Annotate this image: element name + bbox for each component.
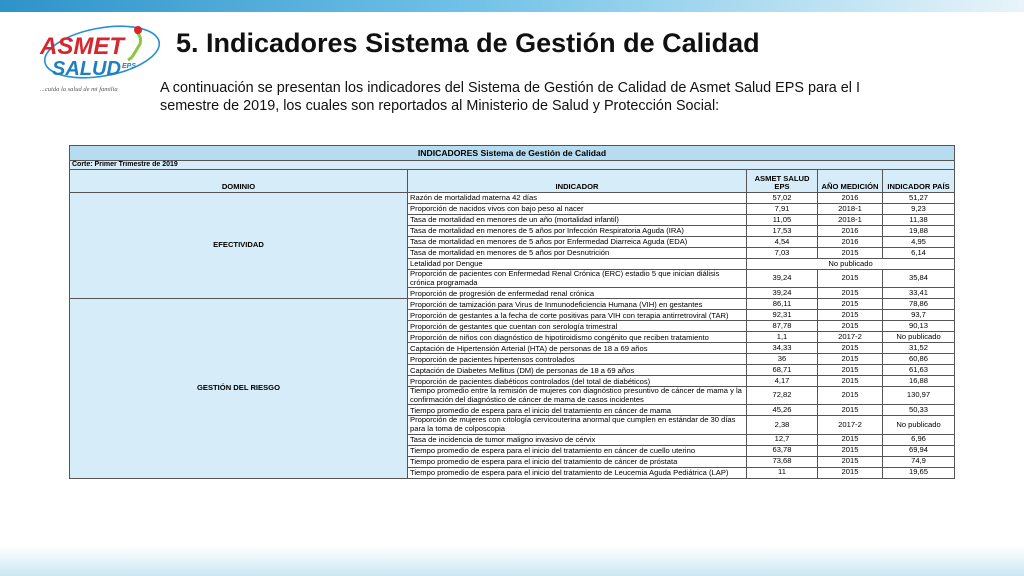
- table-row: [70, 299, 955, 310]
- anio-value-cell: 2015: [818, 467, 883, 478]
- quality-indicators-table: [69, 145, 955, 479]
- anio-value-cell: 2016: [818, 226, 883, 237]
- anio-value-cell: 2017-2: [818, 332, 883, 343]
- anio-value-cell: 2017-2: [818, 416, 883, 434]
- pais-value-cell: 35,84: [883, 270, 955, 288]
- anio-value-cell: 2015: [818, 434, 883, 445]
- indicator-cell: Tasa de incidencia de tumor maligno invasivo de cérvix: [408, 434, 747, 445]
- pais-value-cell: 93,7: [883, 310, 955, 321]
- indicator-cell: Proporción de nacidos vivos con bajo peso al nacer: [408, 204, 747, 215]
- anio-value-cell: 2015: [818, 456, 883, 467]
- logo-word-eps: EPS: [122, 63, 137, 70]
- asmet-value-cell: 1,1: [747, 332, 818, 343]
- asmet-value-cell: 11: [747, 467, 818, 478]
- page-title: 5. Indicadores Sistema de Gestión de Calidad: [176, 28, 760, 58]
- header-anio: AÑO MEDICIÓN: [818, 170, 883, 193]
- pais-value-cell: 4,95: [883, 237, 955, 248]
- asmet-value-cell: 7,91: [747, 204, 818, 215]
- domain-cell: EFECTIVIDAD: [70, 193, 408, 299]
- intro-paragraph: A continuación se presentan los indicadores del Sistema de Gestión de Calidad de Asmet Salud EPS para el I semestre de 2019, los cuales son reportados al Ministerio de Salud y Protección Social:: [160, 80, 860, 114]
- anio-value-cell: 2015: [818, 343, 883, 354]
- pais-value-cell: 19,88: [883, 226, 955, 237]
- domain-cell: GESTIÓN DEL RIESGO: [70, 299, 408, 478]
- indicator-cell: Tiempo promedio de espera para el inicio del tratamiento de cáncer de próstata: [408, 456, 747, 467]
- indicator-cell: Captación de Diabetes Mellitus (DM) de personas de 18 a 69 años: [408, 365, 747, 376]
- asmet-value-cell: 72,82: [747, 387, 818, 405]
- table-corte: Corte: Primer Trimestre de 2019: [70, 161, 955, 170]
- indicator-cell: Captación de Hipertensión Arterial (HTA) de personas de 18 a 69 años: [408, 343, 747, 354]
- asmet-value-cell: 87,78: [747, 321, 818, 332]
- indicator-cell: Razón de mortalidad materna 42 días: [408, 193, 747, 204]
- asmet-value-cell: 92,31: [747, 310, 818, 321]
- asmet-value-cell: 17,53: [747, 226, 818, 237]
- pais-value-cell: No publicado: [883, 416, 955, 434]
- anio-value-cell: 2015: [818, 365, 883, 376]
- pais-value-cell: No publicado: [883, 332, 955, 343]
- indicator-cell: Tasa de mortalidad en menores de un año (mortalidad infantil): [408, 215, 747, 226]
- top-decorative-band: [0, 0, 1024, 12]
- table-title: INDICADORES Sistema de Gestión de Calidad: [70, 146, 955, 161]
- indicator-cell: Proporción de pacientes con Enfermedad Renal Crónica (ERC) estadio 5 que inician diálisis crónica programada: [408, 270, 747, 288]
- pais-value-cell: 16,88: [883, 376, 955, 387]
- anio-value-cell: 2015: [818, 310, 883, 321]
- pais-value-cell: 69,94: [883, 445, 955, 456]
- pais-value-cell: 9,23: [883, 204, 955, 215]
- indicator-cell: Proporción de niños con diagnóstico de hipotiroidismo congénito que reciben tratamiento: [408, 332, 747, 343]
- pais-value-cell: 11,38: [883, 215, 955, 226]
- indicator-cell: Proporción de mujeres con citología cervicouterina anormal que cumplen en estándar de 30 días para la toma de colposcopia: [408, 416, 747, 434]
- asmet-value-cell: 11,05: [747, 215, 818, 226]
- asmet-value-cell: 39,24: [747, 288, 818, 299]
- anio-value-cell: 2015: [818, 248, 883, 259]
- asmet-value-cell: 36: [747, 354, 818, 365]
- header-indicador: INDICADOR: [408, 170, 747, 193]
- indicator-cell: Tiempo promedio de espera para el inicio del tratamiento en cáncer de mama: [408, 405, 747, 416]
- anio-value-cell: 2016: [818, 237, 883, 248]
- pais-value-cell: 51,27: [883, 193, 955, 204]
- indicator-cell: Tasa de mortalidad en menores de 5 años por Enfermedad Diarreica Aguda (EDA): [408, 237, 747, 248]
- anio-value-cell: 2018-1: [818, 215, 883, 226]
- indicator-cell: Proporción de tamización para Virus de Inmunodeficiencia Humana (VIH) en gestantes: [408, 299, 747, 310]
- header-dominio: DOMINIO: [70, 170, 408, 193]
- indicator-cell: Tasa de mortalidad en menores de 5 años por Infección Respiratoria Aguda (IRA): [408, 226, 747, 237]
- asmet-salud-logo: [34, 22, 169, 100]
- anio-value-cell: 2015: [818, 445, 883, 456]
- pais-value-cell: 31,52: [883, 343, 955, 354]
- logo-word-salud: SALUD: [52, 58, 121, 80]
- pais-value-cell: 60,86: [883, 354, 955, 365]
- asmet-value-cell: 34,33: [747, 343, 818, 354]
- anio-value-cell: 2015: [818, 405, 883, 416]
- indicator-cell: Proporción de pacientes diabéticos controlados (del total de diabéticos): [408, 376, 747, 387]
- anio-value-cell: 2015: [818, 270, 883, 288]
- pais-value-cell: 6,14: [883, 248, 955, 259]
- anio-value-cell: 2015: [818, 354, 883, 365]
- asmet-value-cell: 86,11: [747, 299, 818, 310]
- asmet-value-cell: 63,78: [747, 445, 818, 456]
- no-publicado-cell: No publicado: [747, 259, 955, 270]
- bottom-decorative-band: [0, 546, 1024, 576]
- table-row: [70, 193, 955, 204]
- pais-value-cell: 33,41: [883, 288, 955, 299]
- logo-word-asmet: ASMET: [40, 33, 124, 60]
- asmet-value-cell: 45,26: [747, 405, 818, 416]
- header-asmet: ASMET SALUD EPS: [747, 170, 818, 193]
- asmet-value-cell: 68,71: [747, 365, 818, 376]
- pais-value-cell: 50,33: [883, 405, 955, 416]
- asmet-value-cell: 12,7: [747, 434, 818, 445]
- indicator-cell: Proporción de gestantes a la fecha de corte positivas para VIH con terapia antirretroviral (TAR): [408, 310, 747, 321]
- pais-value-cell: 61,63: [883, 365, 955, 376]
- anio-value-cell: 2018-1: [818, 204, 883, 215]
- anio-value-cell: 2015: [818, 387, 883, 405]
- asmet-value-cell: 4,17: [747, 376, 818, 387]
- pais-value-cell: 6,96: [883, 434, 955, 445]
- asmet-value-cell: 2,38: [747, 416, 818, 434]
- pais-value-cell: 78,86: [883, 299, 955, 310]
- pais-value-cell: 90,13: [883, 321, 955, 332]
- anio-value-cell: 2015: [818, 321, 883, 332]
- asmet-value-cell: 4,54: [747, 237, 818, 248]
- indicator-cell: Tiempo promedio entre la remisión de mujeres con diagnóstico presuntivo de cáncer de mama y la confirmación del diagnóstico de cáncer de mama de casos incidentes: [408, 387, 747, 405]
- asmet-value-cell: 39,24: [747, 270, 818, 288]
- indicator-cell: Proporción de gestantes que cuentan con serología trimestral: [408, 321, 747, 332]
- pais-value-cell: 130,97: [883, 387, 955, 405]
- anio-value-cell: 2016: [818, 193, 883, 204]
- pais-value-cell: 19,65: [883, 467, 955, 478]
- indicator-cell: Tiempo promedio de espera para el inicio del tratamiento de Leucemia Aguda Pediátrica (LAP): [408, 467, 747, 478]
- asmet-value-cell: 73,68: [747, 456, 818, 467]
- table-body: [70, 193, 955, 479]
- anio-value-cell: 2015: [818, 376, 883, 387]
- indicator-cell: Tiempo promedio de espera para el inicio del tratamiento en cáncer de cuello uterino: [408, 445, 747, 456]
- header-pais: INDICADOR PAÍS: [883, 170, 955, 193]
- asmet-value-cell: 57,02: [747, 193, 818, 204]
- logo-tagline: ...cuida la salud de mi familia: [40, 86, 118, 93]
- indicator-cell: Proporción de progresión de enfermedad renal crónica: [408, 288, 747, 299]
- indicator-cell: Proporción de pacientes hipertensos controlados: [408, 354, 747, 365]
- pais-value-cell: 74,9: [883, 456, 955, 467]
- indicator-cell: Letalidad por Dengue: [408, 259, 747, 270]
- indicator-cell: Tasa de mortalidad en menores de 5 años por Desnutrición: [408, 248, 747, 259]
- asmet-value-cell: 7,03: [747, 248, 818, 259]
- anio-value-cell: 2015: [818, 288, 883, 299]
- anio-value-cell: 2015: [818, 299, 883, 310]
